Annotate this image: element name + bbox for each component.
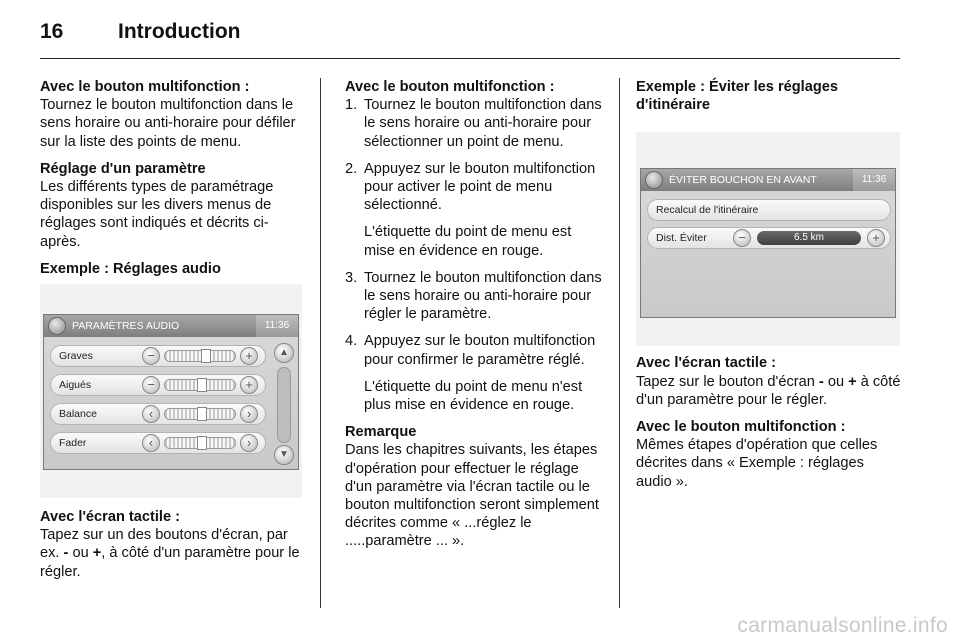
heading: Exemple : Éviter les réglages d'itinéraire — [636, 79, 838, 114]
list-item: 2. Appuyez sur le bouton multifonction pour activer le point de menu sélectionné. L'étiquette du point de menu est mise en évidence en rouge. — [345, 160, 596, 259]
paragraph: Tapez sur le bouton d'écran - ou + à côté d'un paramètre pour le régler. — [636, 373, 901, 408]
column-3 — [636, 78, 902, 500]
header-rule — [40, 58, 900, 59]
list-item: 3. Tournez le bouton multifonction dans le sens horaire ou anti-horaire pour régler le paramètre. — [345, 269, 602, 323]
decrease-button[interactable]: − — [142, 376, 160, 394]
note-text: Dans les chapitres suivants, les étapes d'opération pour effectuer le réglage d'un paramètre via l'écran tactile ou le bouton multifonction seront simplement décrites comme « ...réglez le .....paramètre ... ». — [345, 442, 599, 550]
screen-title: ÉVITER BOUCHON EN AVANT — [669, 174, 817, 187]
screen-titlebar — [44, 315, 298, 337]
heading: Avec le bouton multifonction : — [40, 79, 250, 95]
row-label: Dist. Éviter — [656, 232, 707, 245]
level-slider[interactable] — [164, 350, 236, 362]
left-arrow-button[interactable]: ‹ — [142, 405, 160, 423]
row-label: Graves — [59, 349, 93, 362]
heading: Exemple : Réglages audio — [40, 260, 221, 277]
paragraph: Les différents types de paramétrage disponibles sur les divers menus de réglages sont indiqués et décrits ci-après. — [40, 179, 274, 250]
row-label: Balance — [59, 407, 97, 420]
screen-clock: 11:36 — [256, 315, 298, 337]
list-item: 4. Appuyez sur le bouton multifonction pour confirmer le paramètre réglé. L'étiquette du point de menu n'est plus mise en évidence en rouge. — [345, 333, 596, 414]
brand-logo-icon — [645, 171, 663, 189]
avoid-route-screenshot — [636, 132, 900, 346]
column-2 — [345, 78, 603, 560]
decrease-button[interactable]: − — [142, 347, 160, 365]
brand-logo-icon — [48, 317, 66, 335]
row-label: Recalcul de l'itinéraire — [656, 204, 759, 217]
level-slider[interactable] — [164, 437, 236, 449]
heading: Réglage d'un paramètre — [40, 160, 206, 177]
heading: Avec le bouton multifonction : — [345, 79, 555, 95]
paragraph: Mêmes étapes d'opération que celles décrites dans « Exemple : réglages audio ». — [636, 437, 878, 490]
decrease-button[interactable]: − — [733, 229, 751, 247]
column-divider-2 — [619, 78, 620, 608]
screen-titlebar — [641, 169, 895, 191]
section-title: Introduction — [118, 20, 241, 43]
right-arrow-button[interactable]: › — [240, 434, 258, 452]
level-slider[interactable] — [164, 379, 236, 391]
watermark: carmanualsonline.info — [737, 614, 948, 637]
heading: Avec le bouton multifonction : — [636, 419, 846, 436]
distance-value: 6.5 km — [757, 231, 861, 245]
right-arrow-button[interactable]: › — [240, 405, 258, 423]
scroll-up-icon[interactable]: ▲ — [274, 343, 294, 363]
level-slider[interactable] — [164, 408, 236, 420]
paragraph: Tournez le bouton multifonction dans le sens horaire ou anti-horaire pour défiler sur la liste des points de menu. — [40, 97, 296, 150]
increase-button[interactable]: + — [240, 347, 258, 365]
row-label: Aigués — [59, 378, 92, 391]
screen-title: PARAMÈTRES AUDIO — [72, 319, 180, 332]
screen-clock: 11:36 — [853, 169, 895, 191]
recalculate-route-row[interactable] — [647, 199, 891, 221]
note-title: Remarque — [345, 424, 417, 441]
row-label: Fader — [59, 436, 87, 449]
paragraph: Tapez sur un des boutons d'écran, par ex. - ou +, à côté d'un paramètre pour le régler. — [40, 527, 300, 580]
steps-list — [345, 96, 603, 414]
scroll-down-icon[interactable]: ▼ — [274, 445, 294, 465]
column-1 — [40, 78, 302, 590]
page-number: 16 — [40, 20, 64, 43]
audio-settings-screenshot — [40, 284, 302, 498]
column-divider-1 — [320, 78, 321, 608]
increase-button[interactable]: + — [240, 376, 258, 394]
left-arrow-button[interactable]: ‹ — [142, 434, 160, 452]
heading: Avec l'écran tactile : — [40, 509, 181, 526]
heading: Avec l'écran tactile : — [636, 355, 777, 372]
increase-button[interactable]: + — [867, 229, 885, 247]
list-item: 1. Tournez le bouton multifonction dans le sens horaire ou anti-horaire pour sélectionner un point de menu. — [345, 97, 602, 150]
scrollbar[interactable] — [277, 367, 291, 443]
